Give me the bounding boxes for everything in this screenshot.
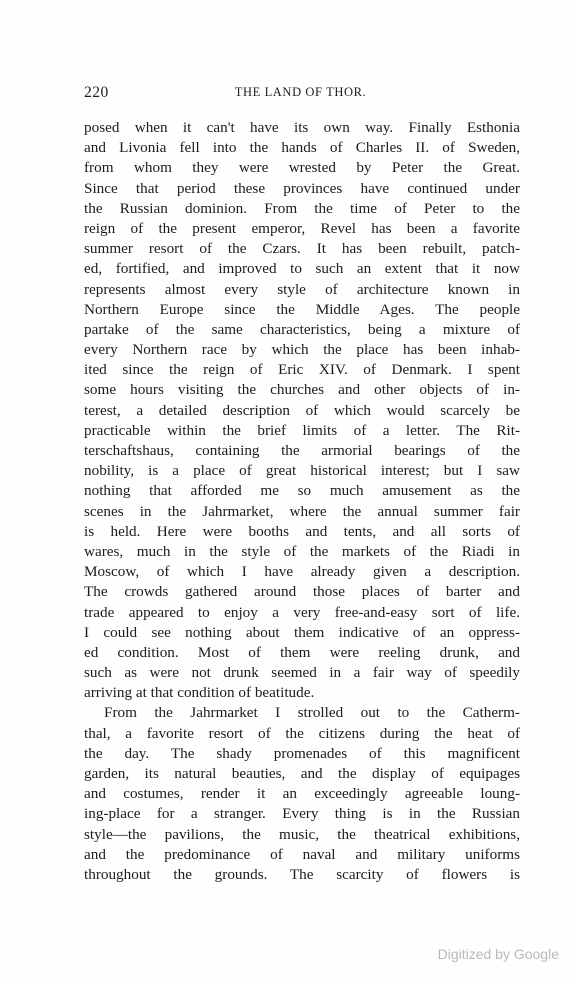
digitized-watermark: Digitized by Google bbox=[437, 946, 559, 962]
text-line: and the predominance of naval and military uniforms bbox=[84, 845, 520, 863]
text-line: garden, its natural beauties, and the display of equipages bbox=[84, 765, 520, 782]
page-header bbox=[84, 84, 517, 106]
text-line: throughout the grounds. The scarcity of flowers is bbox=[84, 865, 520, 883]
text-line: and costumes, render it an exceedingly agreeable loung- bbox=[84, 785, 520, 803]
text-line: ed, fortified, and improved to such an extent that it now bbox=[84, 260, 520, 278]
text-line: Moscow, of which I have already given a description. bbox=[84, 563, 520, 581]
text-line: partake of the same characteristics, being a mixture of bbox=[84, 320, 520, 338]
text-line: reign of the present emperor, Revel has been a favorite bbox=[84, 219, 520, 237]
text-line: terschaftshaus, containing the armorial bearings of the bbox=[84, 442, 520, 459]
text-line: such as were not drunk seemed in a fair way of speedily bbox=[84, 664, 520, 682]
paragraph-end-line: arriving at that condition of beatitude. bbox=[84, 684, 315, 702]
text-line: Northern Europe since the Middle Ages. The people bbox=[84, 300, 520, 318]
page-number: 220 bbox=[84, 84, 109, 101]
text-line: nobility, is a place of great historical interest; but I saw bbox=[84, 462, 520, 480]
paragraph-start-line: From the Jahrmarket I strolled out to the Catherm- bbox=[104, 704, 520, 722]
text-line: trade appeared to enjoy a very free-and-easy sort of life. bbox=[84, 603, 520, 621]
text-line: ing-place for a stranger. Every thing is in the Russian bbox=[84, 805, 520, 823]
text-line: and Livonia fell into the hands of Charles II. of Sweden, bbox=[84, 139, 520, 157]
text-line: the Russian dominion. From the time of Peter to the bbox=[84, 199, 520, 217]
text-line: nothing that afforded me so much amusement as the bbox=[84, 482, 520, 500]
running-title: THE LAND OF THOR. bbox=[234, 85, 367, 99]
text-line: terest, a detailed description of which would scarcely be bbox=[84, 401, 520, 419]
text-line: I could see nothing about them indicative of an oppress- bbox=[84, 623, 520, 641]
text-line: is held. Here were booths and tents, and all sorts of bbox=[84, 522, 520, 540]
body-text bbox=[84, 118, 520, 885]
text-line: ited since the reign of Eric XIV. of Denmark. I spent bbox=[84, 361, 520, 379]
text-line: the day. The shady promenades of this magnificent bbox=[84, 744, 520, 762]
text-line: every Northern race by which the place has been inhab- bbox=[84, 341, 520, 359]
text-line: from whom they were wrested by Peter the Great. bbox=[84, 159, 520, 177]
text-line: style—the pavilions, the music, the theatrical exhibitions, bbox=[84, 825, 520, 843]
text-line: practicable within the brief limits of a letter. The Rit- bbox=[84, 421, 520, 439]
text-line: represents almost every style of architecture known in bbox=[84, 280, 520, 298]
text-line: Since that period these provinces have continued under bbox=[84, 179, 520, 197]
text-line: summer resort of the Czars. It has been rebuilt, patch- bbox=[84, 240, 520, 258]
text-line: scenes in the Jahrmarket, where the annual summer fair bbox=[84, 502, 520, 520]
text-line: The crowds gathered around those places of barter and bbox=[84, 583, 520, 601]
text-line: wares, much in the style of the markets of the Riadi in bbox=[84, 542, 520, 560]
text-line: ed condition. Most of them were reeling drunk, and bbox=[84, 643, 520, 661]
text-line: some hours visiting the churches and other objects of in- bbox=[84, 381, 520, 399]
text-line: posed when it can't have its own way. Finally Esthonia bbox=[84, 119, 520, 136]
text-line: thal, a favorite resort of the citizens during the heat of bbox=[84, 724, 520, 742]
